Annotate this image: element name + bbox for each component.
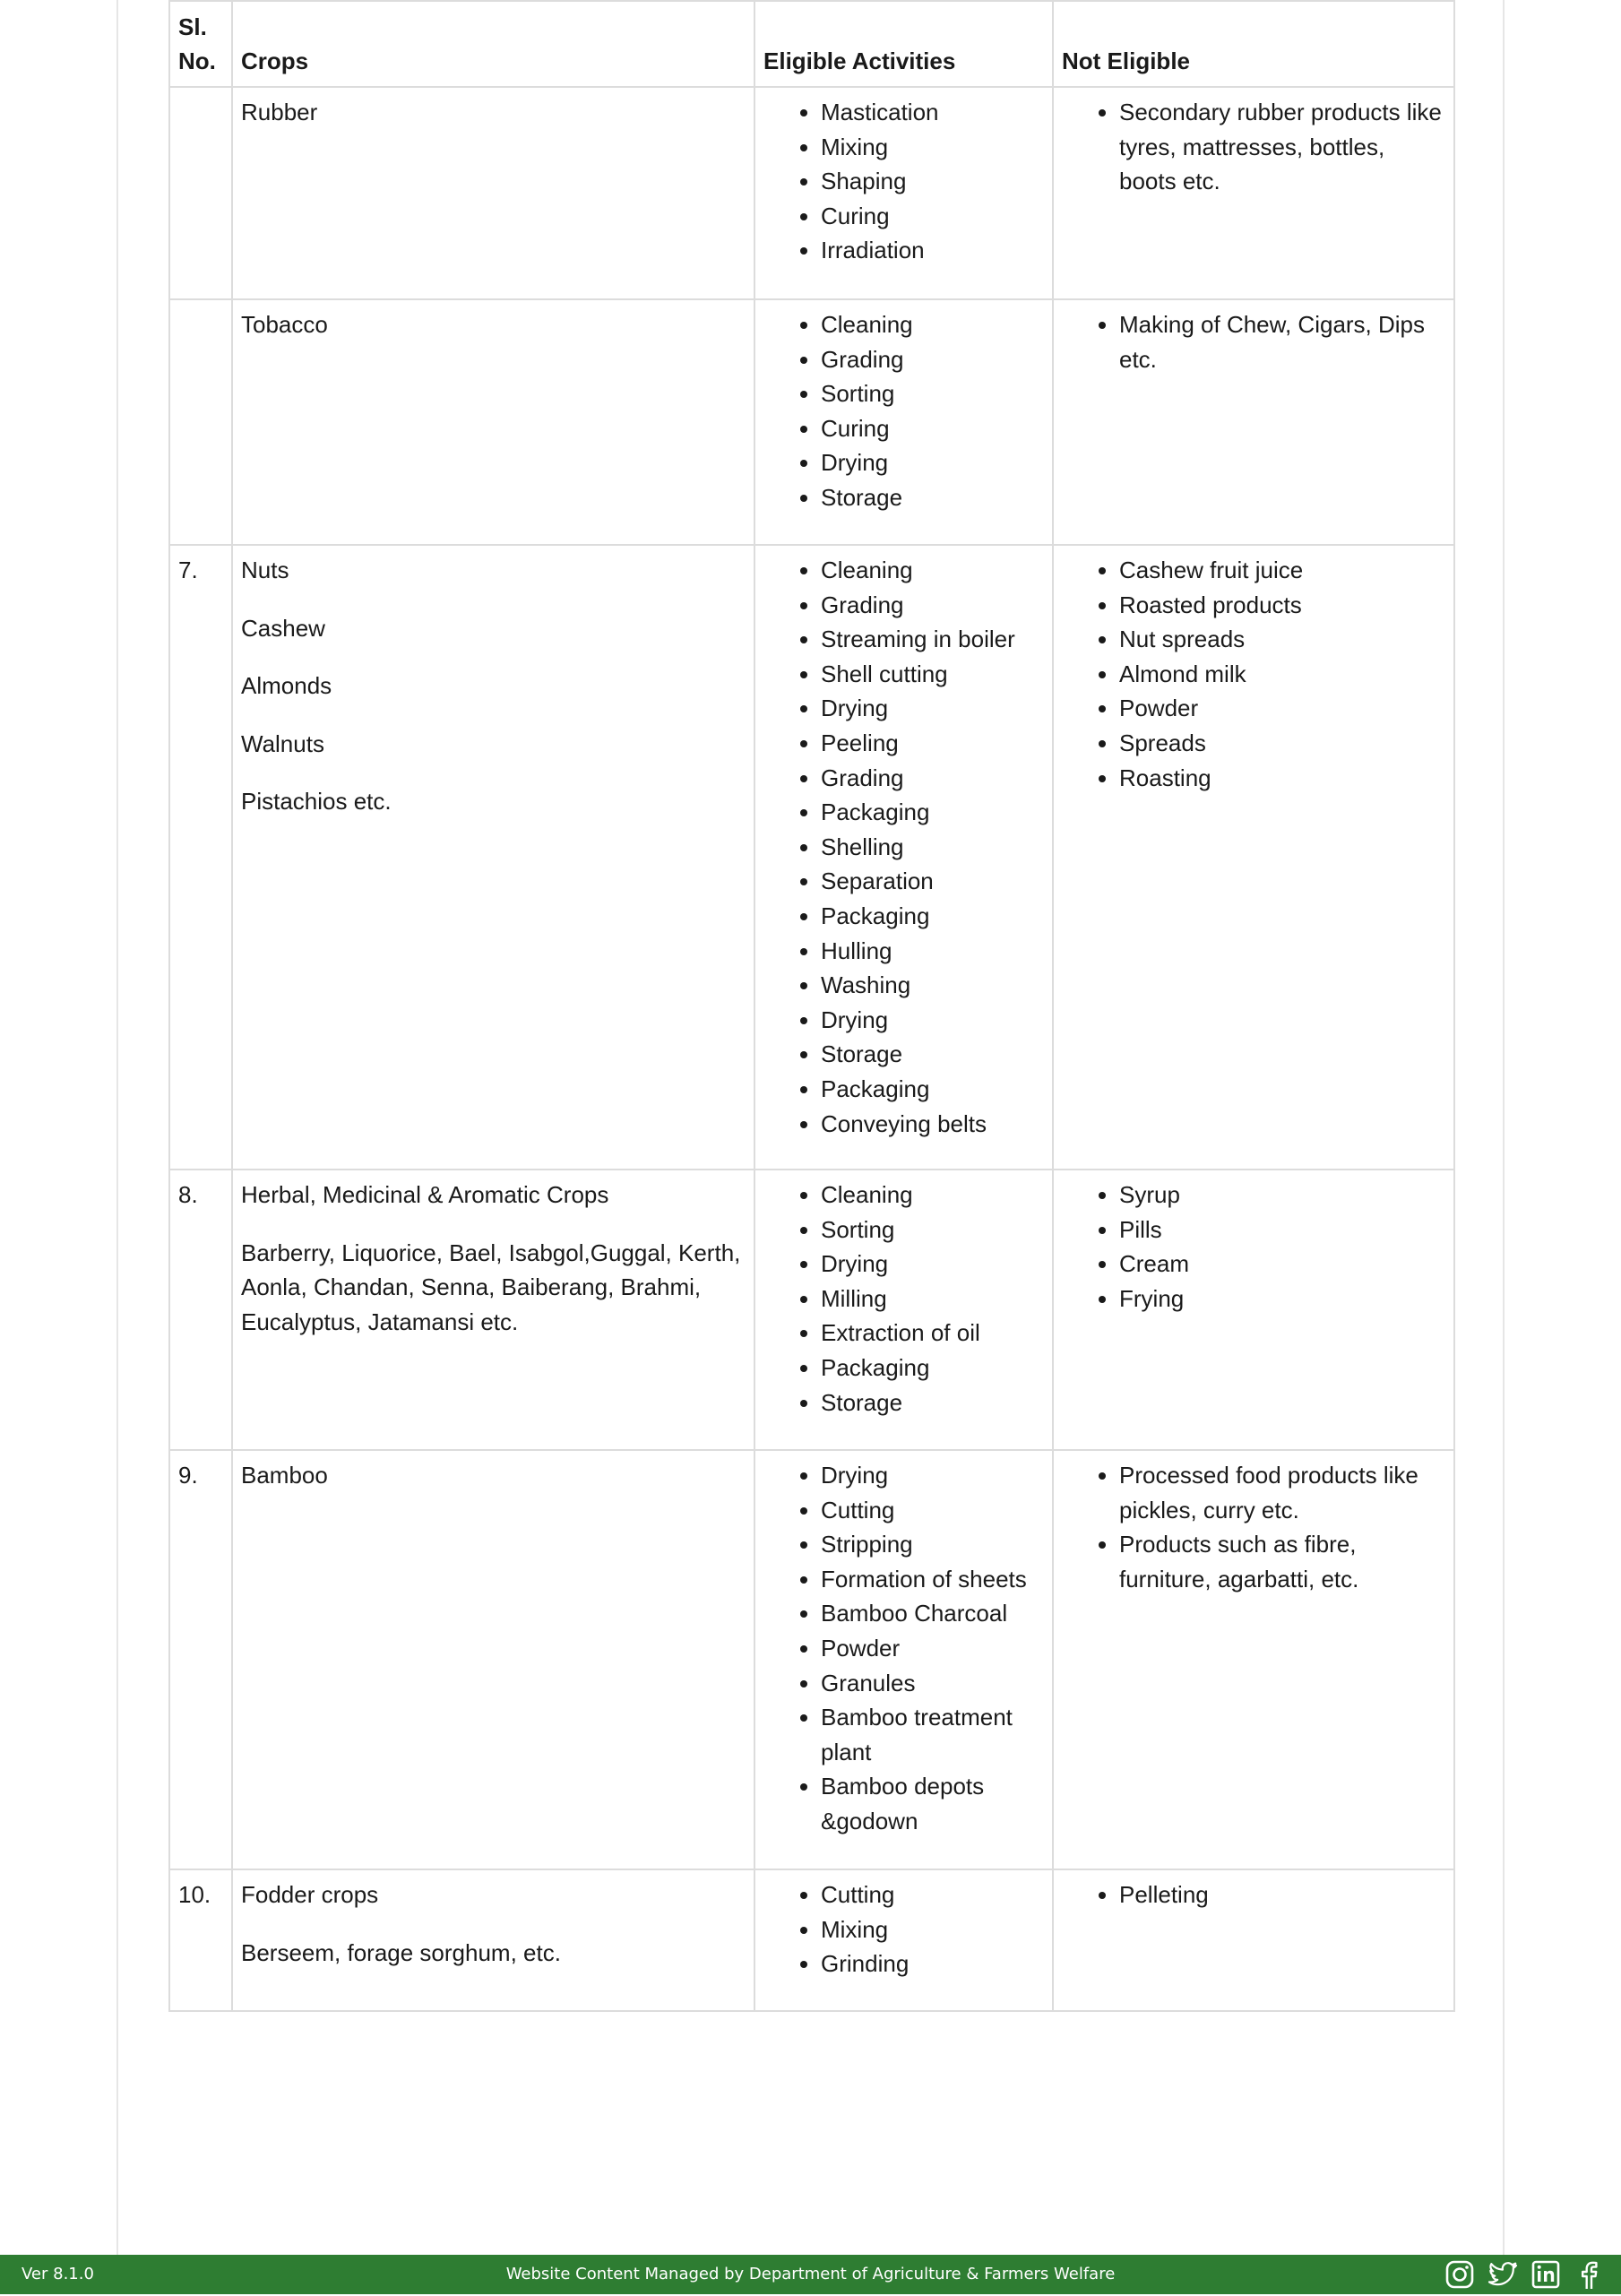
- list-item: • Pills: [1119, 1213, 1445, 1247]
- header-eligible-activities: Eligible Activities: [754, 1, 1053, 87]
- list-item: • Conveying belts: [821, 1107, 1044, 1142]
- table-row: [169, 1450, 1454, 1869]
- eligible-activities-list: [763, 307, 1044, 515]
- crop-name: Barberry, Liquorice, Bael, Isabgol,Guggal, Kerth, Aonla, Chandan, Senna, Baiberang, Brahmi, Eucalyptus, Jatamansi etc.: [241, 1239, 741, 1335]
- table-row: [169, 545, 1454, 1170]
- list-item: • Shelling: [821, 830, 1044, 865]
- list-item: • Mixing: [821, 1912, 1044, 1947]
- header-sl-no: Sl. No.: [169, 1, 232, 87]
- row-not-eligible: [1053, 1450, 1454, 1869]
- facebook-icon[interactable]: [1573, 2257, 1605, 2292]
- list-item: • Almond milk: [1119, 657, 1445, 692]
- list-item: • Grading: [821, 761, 1044, 796]
- crop-name: Rubber: [241, 99, 318, 125]
- crop-name: Almonds: [241, 672, 332, 700]
- list-item: • Granules: [821, 1666, 1044, 1701]
- list-item: • Roasting: [1119, 761, 1445, 796]
- not-eligible-list: [1062, 1877, 1445, 1912]
- list-item: • Powder: [821, 1631, 1044, 1666]
- list-item: • Bamboo treatment plant: [821, 1700, 1044, 1769]
- not-eligible-list: [1062, 553, 1445, 795]
- eligible-activities-table: [168, 0, 1455, 2012]
- list-item: • Shaping: [821, 164, 1044, 199]
- list-item: • Formation of sheets: [821, 1562, 1044, 1597]
- row-crops: [232, 1450, 754, 1869]
- row-crops: [232, 545, 754, 1170]
- crop-name: Bamboo: [241, 1462, 328, 1489]
- list-item: • Secondary rubber products like tyres, mattresses, bottles, boots etc.: [1119, 95, 1445, 199]
- crop-name: Herbal, Medicinal & Aromatic Crops: [241, 1181, 609, 1208]
- list-item: • Storage: [821, 1037, 1044, 1072]
- row-eligible-activities: [754, 1450, 1053, 1869]
- version-label: Ver 8.1.0: [22, 2265, 94, 2283]
- row-not-eligible: [1053, 87, 1454, 299]
- row-not-eligible: [1053, 1869, 1454, 2011]
- row-crops: [232, 1869, 754, 2011]
- list-item: • Drying: [821, 445, 1044, 480]
- row-crops: [232, 87, 754, 299]
- row-sl-no: 7.: [169, 545, 232, 1170]
- list-item: • Grading: [821, 588, 1044, 623]
- crop-name: Tobacco: [241, 311, 328, 338]
- list-item: • Spreads: [1119, 726, 1445, 761]
- list-item: • Hulling: [821, 934, 1044, 969]
- row-crops: [232, 299, 754, 545]
- row-eligible-activities: [754, 1869, 1053, 2011]
- crop-name: Cashew: [241, 614, 325, 642]
- list-item: • Grading: [821, 342, 1044, 377]
- row-eligible-activities: [754, 545, 1053, 1170]
- list-item: • Pelleting: [1119, 1877, 1445, 1912]
- list-item: • Making of Chew, Cigars, Dips etc.: [1119, 307, 1445, 376]
- list-item: • Cashew fruit juice: [1119, 553, 1445, 588]
- eligible-activities-list: [763, 1178, 1044, 1420]
- row-sl-no: 9.: [169, 1450, 232, 1869]
- list-item: • Roasted products: [1119, 588, 1445, 623]
- list-item: • Products such as fibre, furniture, agarbatti, etc.: [1119, 1527, 1445, 1596]
- list-item: • Packaging: [821, 1351, 1044, 1385]
- list-item: • Cleaning: [821, 1178, 1044, 1213]
- crop-name: Berseem, forage sorghum, etc.: [241, 1938, 561, 1966]
- list-item: • Extraction of oil: [821, 1316, 1044, 1351]
- list-item: • Irradiation: [821, 233, 1044, 268]
- table-row: [169, 87, 1454, 299]
- content-managed-by: Website Content Managed by Department of Agriculture & Farmers Welfare: [505, 2265, 1116, 2283]
- header-not-eligible: Not Eligible: [1053, 1, 1454, 87]
- social-links: [1444, 2257, 1605, 2292]
- row-eligible-activities: [754, 1170, 1053, 1450]
- list-item: • Washing: [821, 968, 1044, 1003]
- not-eligible-list: [1062, 307, 1445, 376]
- eligible-activities-list: [763, 553, 1044, 1141]
- list-item: • Sorting: [821, 1213, 1044, 1247]
- row-sl-no: [169, 87, 232, 299]
- list-item: • Packaging: [821, 899, 1044, 934]
- list-item: • Drying: [821, 691, 1044, 726]
- list-item: • Syrup: [1119, 1178, 1445, 1213]
- list-item: • Sorting: [821, 376, 1044, 411]
- list-item: • Shell cutting: [821, 657, 1044, 692]
- table-row: [169, 1170, 1454, 1450]
- row-not-eligible: [1053, 299, 1454, 545]
- row-eligible-activities: [754, 299, 1053, 545]
- list-item: • Bamboo Charcoal: [821, 1596, 1044, 1631]
- table-row: [169, 299, 1454, 545]
- list-item: • Cutting: [821, 1877, 1044, 1912]
- crop-name: Pistachios etc.: [241, 788, 392, 816]
- list-item: • Nut spreads: [1119, 622, 1445, 657]
- row-sl-no: [169, 299, 232, 545]
- list-item: • Drying: [821, 1003, 1044, 1038]
- list-item: • Peeling: [821, 726, 1044, 761]
- list-item: • Drying: [821, 1458, 1044, 1493]
- list-item: • Processed food products like pickles, curry etc.: [1119, 1458, 1445, 1527]
- row-not-eligible: [1053, 1170, 1454, 1450]
- table-header-row: [169, 1, 1454, 87]
- list-item: • Milling: [821, 1282, 1044, 1316]
- not-eligible-list: [1062, 1178, 1445, 1316]
- list-item: • Mastication: [821, 95, 1044, 130]
- list-item: • Bamboo depots &godown: [821, 1769, 1044, 1838]
- list-item: • Separation: [821, 864, 1044, 899]
- not-eligible-list: [1062, 1458, 1445, 1596]
- row-sl-no: 8.: [169, 1170, 232, 1450]
- list-item: • Storage: [821, 480, 1044, 515]
- list-item: • Stripping: [821, 1527, 1044, 1562]
- list-item: • Packaging: [821, 795, 1044, 830]
- list-item: • Storage: [821, 1385, 1044, 1420]
- list-item: • Powder: [1119, 691, 1445, 726]
- not-eligible-list: [1062, 95, 1445, 199]
- eligible-activities-list: [763, 1458, 1044, 1839]
- row-not-eligible: [1053, 545, 1454, 1170]
- list-item: • Cleaning: [821, 307, 1044, 342]
- list-item: • Grinding: [821, 1946, 1044, 1981]
- list-item: • Frying: [1119, 1282, 1445, 1316]
- crop-name: Walnuts: [241, 729, 324, 757]
- row-sl-no: 10.: [169, 1869, 232, 2011]
- twitter-icon[interactable]: [1487, 2257, 1519, 2292]
- row-eligible-activities: [754, 87, 1053, 299]
- list-item: • Curing: [821, 411, 1044, 446]
- header-crops: Crops: [232, 1, 754, 87]
- list-item: • Drying: [821, 1247, 1044, 1282]
- list-item: • Cream: [1119, 1247, 1445, 1282]
- table-row: [169, 1869, 1454, 2011]
- footer-bar: [0, 2255, 1621, 2294]
- instagram-icon[interactable]: [1444, 2257, 1476, 2292]
- list-item: • Mixing: [821, 130, 1044, 165]
- eligible-activities-list: [763, 1877, 1044, 1981]
- list-item: • Curing: [821, 199, 1044, 234]
- linkedin-icon[interactable]: [1530, 2257, 1562, 2292]
- list-item: • Cleaning: [821, 553, 1044, 588]
- row-crops: [232, 1170, 754, 1450]
- crop-name: Nuts: [241, 557, 289, 583]
- list-item: • Packaging: [821, 1072, 1044, 1107]
- crop-name: Fodder crops: [241, 1881, 379, 1908]
- eligible-activities-list: [763, 95, 1044, 268]
- list-item: • Cutting: [821, 1493, 1044, 1528]
- list-item: • Streaming in boiler: [821, 622, 1044, 657]
